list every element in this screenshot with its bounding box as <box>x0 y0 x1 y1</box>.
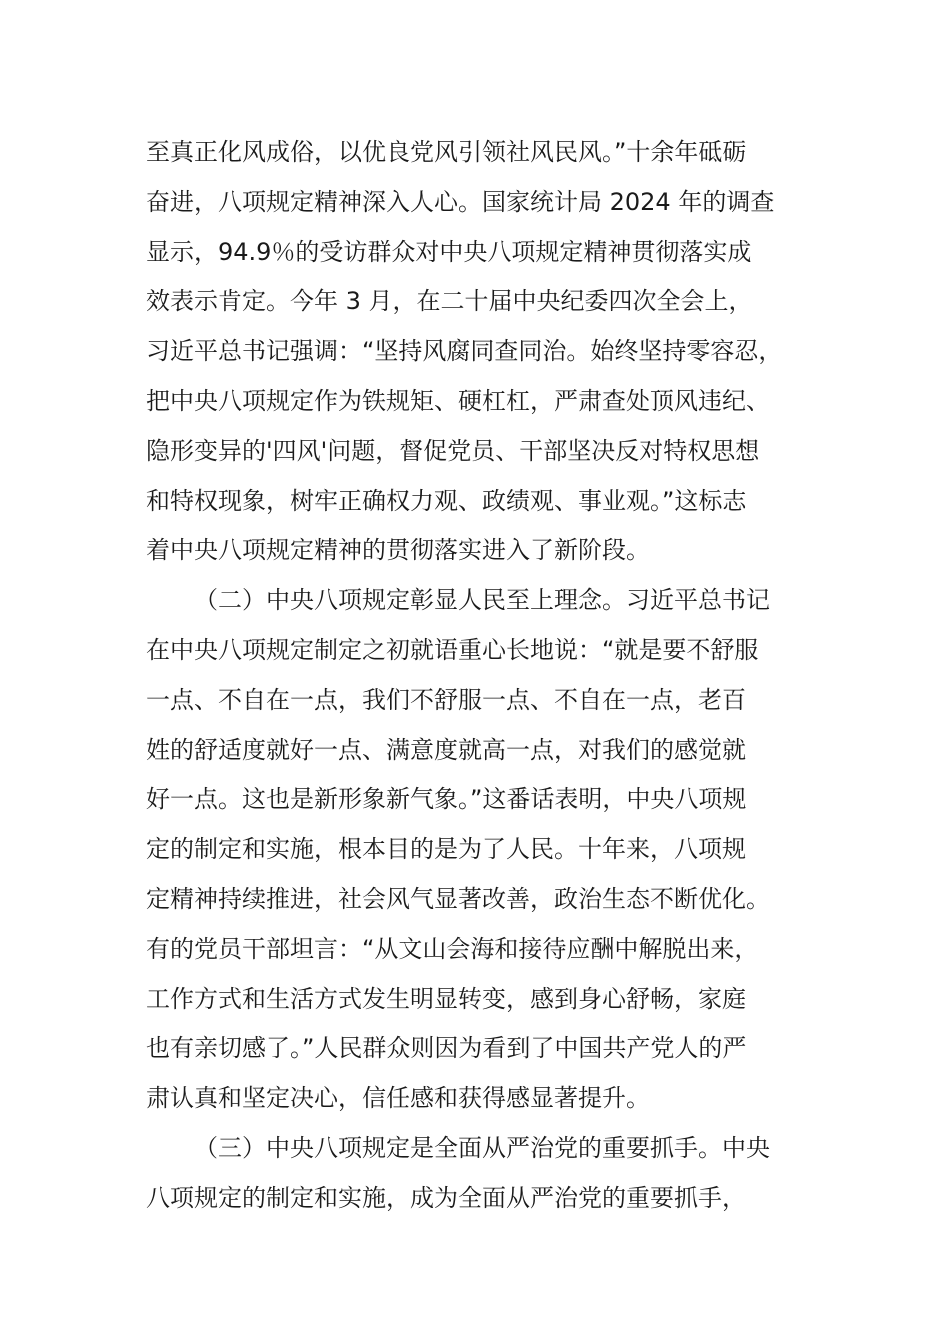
text-line: 工作方式和生活方式发生明显转变，感到身心舒畅，家庭 <box>146 984 746 1013</box>
text-line: 肃认真和坚定决心，信任感和获得感显著提升。 <box>146 1084 650 1113</box>
text-line: 着中央八项规定精神的贯彻落实进入了新阶段。 <box>146 536 650 565</box>
section-heading-line: （三）中央八项规定是全面从严治党的重要抓手。中央 <box>194 1133 770 1162</box>
text-line: 好一点。这也是新形象新气象。”这番话表明，中央八项规 <box>146 785 747 814</box>
text-line: 和特权现象，树牢正确权力观、政绩观、事业观。”这标志 <box>146 486 747 515</box>
text-line: 八项规定的制定和实施，成为全面从严治党的重要抓手， <box>146 1183 746 1212</box>
text-line: 一点、不自在一点，我们不舒服一点、不自在一点，老百 <box>146 685 746 714</box>
text-line: 效表示肯定。今年 3 月，在二十届中央纪委四次全会上， <box>146 287 753 316</box>
text-line: 定的制定和实施，根本目的是为了人民。十年来，八项规 <box>146 835 746 864</box>
text-line: 有的党员干部坦言：“从文山会海和接待应酬中解脱出来， <box>146 934 759 963</box>
section-heading-line: （二）中央八项规定彰显人民至上理念。习近平总书记 <box>194 586 770 615</box>
text-line: 把中央八项规定作为铁规矩、硬杠杠，严肃查处顶风违纪、 <box>146 386 770 415</box>
text-line: 至真正化风成俗，以优良党风引领社风民风。”十余年砥砺 <box>146 138 747 166</box>
body-text <box>146 128 816 1224</box>
text-line: 显示，94.9％的受访群众对中央八项规定精神贯彻落实成 <box>146 237 752 266</box>
text-line: 在中央八项规定制定之初就语重心长地说：“就是要不舒服 <box>146 635 759 664</box>
text-line: 定精神持续推进，社会风气显著改善，政治生态不断优化。 <box>146 884 770 913</box>
text-line: 奋进，八项规定精神深入人心。国家统计局 2024 年的调查 <box>146 187 775 216</box>
text-line: 习近平总书记强调：“坚持风腐同查同治。始终坚持零容忍， <box>146 337 783 366</box>
text-line: 姓的舒适度就好一点、满意度就高一点，对我们的感觉就 <box>146 735 746 764</box>
text-line: 也有亲切感了。”人民群众则因为看到了中国共产党人的严 <box>146 1034 747 1063</box>
text-line: 隐形变异的'四风'问题，督促党员、干部坚决反对特权思想 <box>146 436 760 465</box>
